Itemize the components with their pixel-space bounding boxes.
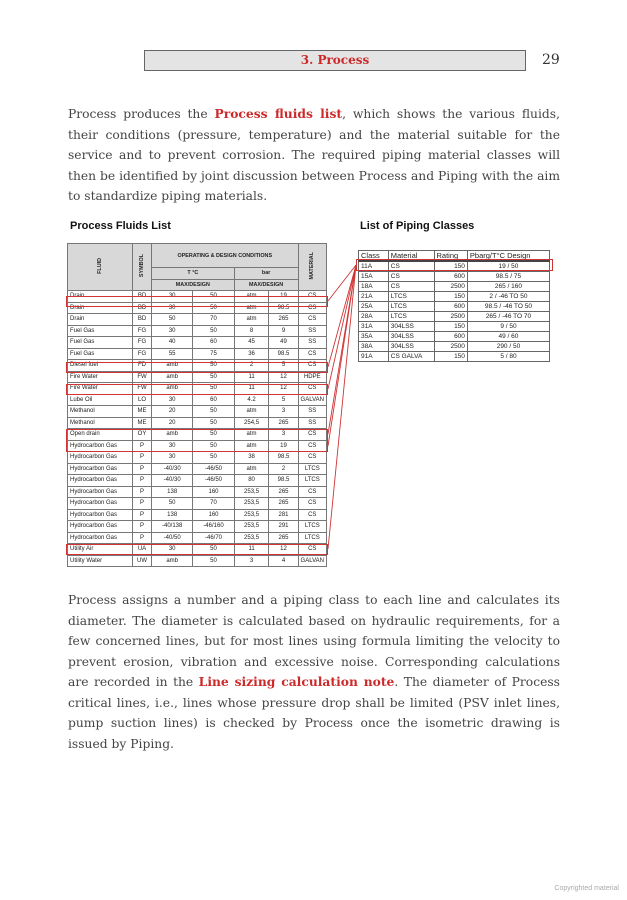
fluid-cell: atm [234, 302, 269, 314]
fluid-cell: amb [152, 555, 193, 567]
fluid-cell: atm [234, 314, 269, 326]
fluid-cell: 30 [152, 291, 193, 303]
fluid-cell: P [133, 486, 152, 498]
fluid-cell: 3 [269, 429, 298, 441]
fluid-cell: 30 [152, 394, 193, 406]
fluid-cell: 11 [234, 544, 269, 556]
fluid-cell: CS [298, 429, 326, 441]
pressure-header: bar [234, 268, 298, 280]
fluid-cell: SS [298, 337, 326, 349]
connector-opendrain-2 [328, 265, 356, 446]
fluid-cell: 2 [269, 463, 298, 475]
page-number: 29 [542, 52, 560, 68]
intro-text-end: , which shows the various fluids, their conditions (pressure, temperature) and the material suitable for the service and to prevent corrosion. The required piping material classes will then be identified by joint discussion between Process and Piping with the aim to standardize piping materials. [68, 107, 560, 203]
class-cell: LTCS [388, 292, 434, 302]
class-cell: 15A [359, 272, 389, 282]
fluid-cell: -46/160 [193, 521, 234, 533]
fluid-cell: Fuel Gas [68, 337, 133, 349]
fluid-cell: 50 [152, 498, 193, 510]
fluid-cell: 5 [269, 394, 298, 406]
class-cell: 150 [434, 261, 467, 272]
fluid-cell: 12 [269, 544, 298, 556]
class-cell: 290 / 50 [467, 342, 549, 352]
fluid-cell: Hydrocarbon Gas [68, 498, 133, 510]
class-cell: 98.5 / -46 TO 50 [467, 302, 549, 312]
fluid-cell: 20 [152, 406, 193, 418]
fluid-cell: -40/138 [152, 521, 193, 533]
fluid-cell: CS [298, 452, 326, 464]
fluid-cell: CS [298, 486, 326, 498]
fluid-cell: Hydrocarbon Gas [68, 440, 133, 452]
fluid-cell: P [133, 509, 152, 521]
class-cell: 600 [434, 332, 467, 342]
fluid-cell: 253,5 [234, 521, 269, 533]
fluid-cell: 45 [234, 337, 269, 349]
fluid-cell: LTCS [298, 532, 326, 544]
fluid-cell: 50 [193, 544, 234, 556]
class-cell: 2500 [434, 282, 467, 292]
body-text-start: Process assigns a number and a piping class to each line and calculates its diameter. The diameter is calculated based on hydraulic requirements, for a few concerned lines, but for most lines using formula limiting the velocity to prevent erosion, vibration and excessive noise. Corresponding calculations are recorded in the [68, 593, 560, 689]
fluid-cell: FG [133, 325, 152, 337]
fluid-cell: LTCS [298, 463, 326, 475]
fluid-cell: 50 [193, 360, 234, 372]
fluid-cell: atm [234, 291, 269, 303]
fluid-cell: 160 [193, 486, 234, 498]
fluid-cell: 55 [152, 348, 193, 360]
fluid-cell: 265 [269, 498, 298, 510]
class-cell: CS [388, 261, 434, 272]
class-cell: CS [388, 272, 434, 282]
fluid-cell: 265 [269, 417, 298, 429]
class-cell: 18A [359, 282, 389, 292]
fluid-cell: Fuel Gas [68, 325, 133, 337]
fluid-cell: Hydrocarbon Gas [68, 463, 133, 475]
fluid-cell: amb [152, 383, 193, 395]
fluid-cell: Drain [68, 291, 133, 303]
fluid-cell: Hydrocarbon Gas [68, 486, 133, 498]
fluid-cell: 12 [269, 371, 298, 383]
fluid-cell: CS [298, 383, 326, 395]
rating-header: Rating [434, 251, 467, 262]
fluid-cell: 50 [193, 371, 234, 383]
fluid-cell: 30 [152, 325, 193, 337]
fluid-cell: Hydrocarbon Gas [68, 475, 133, 487]
class-cell: LTCS [388, 302, 434, 312]
fluid-cell: 50 [193, 417, 234, 429]
class-cell: 150 [434, 352, 467, 362]
fluid-cell: Methanol [68, 417, 133, 429]
fluid-cell: P [133, 498, 152, 510]
temperature-header: T °C [152, 268, 235, 280]
fluid-cell: SS [298, 325, 326, 337]
class-cell: 265 / -46 TO 70 [467, 312, 549, 322]
fluid-cell: P [133, 440, 152, 452]
material-col-header: Material [388, 251, 434, 262]
fluid-cell: FW [133, 371, 152, 383]
class-cell: 28A [359, 312, 389, 322]
fluid-cell: atm [234, 440, 269, 452]
fluid-cell: -40/30 [152, 463, 193, 475]
fluid-cell: GALVAN [298, 394, 326, 406]
fluid-cell: ME [133, 417, 152, 429]
fluid-cell: Fire Water [68, 383, 133, 395]
fluid-cell: -40/50 [152, 532, 193, 544]
class-cell: 600 [434, 302, 467, 312]
fluid-cell: 30 [152, 302, 193, 314]
intro-text-start: Process produces the [68, 107, 215, 121]
line-sizing-note-term: Line sizing calculation note [198, 674, 395, 689]
fluid-cell: 40 [152, 337, 193, 349]
fluid-cell: 138 [152, 486, 193, 498]
class-cell: 304LSS [388, 322, 434, 332]
class-cell: 11A [359, 261, 389, 272]
fluid-cell: 253,5 [234, 486, 269, 498]
fluid-cell: 30 [152, 452, 193, 464]
fluid-cell: Diesel fuel [68, 360, 133, 372]
class-cell: 49 / 60 [467, 332, 549, 342]
fluid-cell: SS [298, 406, 326, 418]
fluid-cell: BD [133, 302, 152, 314]
fluid-cell: P [133, 475, 152, 487]
fluid-cell: 50 [193, 406, 234, 418]
fluid-cell: 98.5 [269, 452, 298, 464]
class-cell: 150 [434, 292, 467, 302]
fluid-cell: 50 [193, 291, 234, 303]
class-cell: 38A [359, 342, 389, 352]
class-cell: 35A [359, 332, 389, 342]
fluid-cell: amb [152, 360, 193, 372]
fluid-cell: atm [234, 406, 269, 418]
fluid-cell: 38 [234, 452, 269, 464]
fluid-cell: 19 [269, 291, 298, 303]
fluid-cell: 50 [193, 452, 234, 464]
fluid-cell: Hydrocarbon Gas [68, 521, 133, 533]
fluid-cell: 50 [193, 302, 234, 314]
fluid-cell: Drain [68, 302, 133, 314]
fluid-cell: 70 [193, 314, 234, 326]
material-header: MATERIAL [298, 244, 326, 291]
class-cell: 265 / 160 [467, 282, 549, 292]
fluid-cell: Utility Air [68, 544, 133, 556]
class-cell: 31A [359, 322, 389, 332]
operating-conditions-header: OPERATING & DESIGN CONDITIONS [152, 244, 299, 268]
fluid-cell: CS [298, 360, 326, 372]
fluid-cell: amb [152, 429, 193, 441]
fluid-cell: 291 [269, 521, 298, 533]
fluid-cell: 265 [269, 486, 298, 498]
fluid-cell: amb [152, 371, 193, 383]
process-fluids-list-term: Process fluids list [214, 106, 343, 121]
fluid-cell: OY [133, 429, 152, 441]
fluid-cell: Methanol [68, 406, 133, 418]
fluid-cell: HDPE [298, 371, 326, 383]
class-cell: 304LSS [388, 332, 434, 342]
class-cell: LTCS [388, 312, 434, 322]
fluid-cell: 9 [269, 325, 298, 337]
fluid-cell: 3 [234, 555, 269, 567]
fluid-cell: LTCS [298, 521, 326, 533]
fluid-cell: 12 [269, 383, 298, 395]
fluid-cell: 253,5 [234, 498, 269, 510]
fluid-cell: 11 [234, 371, 269, 383]
class-cell: 5 / 80 [467, 352, 549, 362]
fluid-cell: 50 [152, 314, 193, 326]
fluid-cell: 4.2 [234, 394, 269, 406]
class-header: Class [359, 251, 389, 262]
fluid-cell: 50 [193, 325, 234, 337]
fluid-cell: Fuel Gas [68, 348, 133, 360]
fluid-cell: FG [133, 337, 152, 349]
fluid-cell: Open drain [68, 429, 133, 441]
design-header: Pbarg/T°C Design [467, 251, 549, 262]
fluid-cell: -40/30 [152, 475, 193, 487]
fluid-cell: LO [133, 394, 152, 406]
fluid-cell: 36 [234, 348, 269, 360]
fluid-cell: Hydrocarbon Gas [68, 532, 133, 544]
fluid-cell: Lube Oil [68, 394, 133, 406]
fluid-cell: FD [133, 360, 152, 372]
class-cell: CS GALVA [388, 352, 434, 362]
fluid-cell: atm [234, 463, 269, 475]
fluid-cell: 4 [269, 555, 298, 567]
class-cell: 9 / 50 [467, 322, 549, 332]
class-cell: 304LSS [388, 342, 434, 352]
fluid-cell: 3 [269, 406, 298, 418]
fluid-cell: BD [133, 314, 152, 326]
pressure-max-design-header: MAX/DESIGN [234, 279, 298, 291]
fluid-cell: P [133, 463, 152, 475]
fluid-cell: 60 [193, 394, 234, 406]
fluid-cell: atm [234, 429, 269, 441]
fluid-cell: UA [133, 544, 152, 556]
fluid-cell: 281 [269, 509, 298, 521]
fluid-cell: 20 [152, 417, 193, 429]
temp-max-design-header: MAX/DESIGN [152, 279, 235, 291]
fluid-cell: 30 [152, 440, 193, 452]
fluid-cell: 8 [234, 325, 269, 337]
class-cell: 91A [359, 352, 389, 362]
fluid-cell: 50 [193, 383, 234, 395]
fluid-cell: CS [298, 302, 326, 314]
fluid-cell: 75 [193, 348, 234, 360]
fluid-cell: CS [298, 314, 326, 326]
fluid-cell: 50 [193, 555, 234, 567]
fluid-cell: Fire Water [68, 371, 133, 383]
fluid-cell: -46/50 [193, 475, 234, 487]
class-cell: 2500 [434, 342, 467, 352]
class-cell: 21A [359, 292, 389, 302]
fluid-cell: 138 [152, 509, 193, 521]
fluid-cell: 98.5 [269, 475, 298, 487]
fluid-cell: LTCS [298, 475, 326, 487]
fluid-cell: 265 [269, 532, 298, 544]
fluid-cell: BD [133, 291, 152, 303]
fluid-cell: 49 [269, 337, 298, 349]
fluid-cell: P [133, 521, 152, 533]
class-cell: 98.5 / 75 [467, 272, 549, 282]
fluid-cell: CS [298, 291, 326, 303]
fluid-cell: 19 [269, 440, 298, 452]
chapter-title: 3. Process [300, 53, 370, 67]
class-cell: 25A [359, 302, 389, 312]
class-cell: CS [388, 282, 434, 292]
fluid-cell: 98.5 [269, 302, 298, 314]
fluid-cell: 50 [193, 429, 234, 441]
fluid-cell: P [133, 532, 152, 544]
fluid-cell: 254,5 [234, 417, 269, 429]
fluid-header: FLUID [68, 244, 133, 291]
fluid-cell: Drain [68, 314, 133, 326]
fluid-cell: 253,5 [234, 532, 269, 544]
fluid-cell: UW [133, 555, 152, 567]
classes-table-title: List of Piping Classes [360, 220, 475, 232]
fluid-cell: FG [133, 348, 152, 360]
fluid-cell: Hydrocarbon Gas [68, 452, 133, 464]
fluid-cell: SS [298, 417, 326, 429]
fluid-cell: CS [298, 348, 326, 360]
fluid-cell: 2 [234, 360, 269, 372]
body-paragraph [68, 590, 560, 754]
fluids-table-title: Process Fluids List [70, 220, 171, 232]
fluid-cell: 70 [193, 498, 234, 510]
class-cell: 19 / 50 [467, 261, 549, 272]
body-text-end: . The diameter of Process critical lines, i.e., lines whose pressure drop shall be limited (PSV inlet lines, pump suction lines) is checked by Process once the isometric drawing is issued by Piping. [68, 675, 560, 751]
symbol-header: SYMBOL [133, 244, 152, 291]
class-cell: 2500 [434, 312, 467, 322]
class-cell: 150 [434, 322, 467, 332]
fluid-cell: -46/50 [193, 463, 234, 475]
fluid-cell: 98.5 [269, 348, 298, 360]
fluid-cell: P [133, 452, 152, 464]
fluid-cell: CS [298, 544, 326, 556]
fluid-cell: 265 [269, 314, 298, 326]
fluid-cell: Hydrocarbon Gas [68, 509, 133, 521]
fluid-cell: ME [133, 406, 152, 418]
fluid-cell: 60 [193, 337, 234, 349]
fluid-cell: Utility Water [68, 555, 133, 567]
fluid-cell: FW [133, 383, 152, 395]
class-cell: 600 [434, 272, 467, 282]
fluid-cell: CS [298, 498, 326, 510]
fluid-cell: CS [298, 440, 326, 452]
fluid-cell: 80 [234, 475, 269, 487]
fluid-cell: 11 [234, 383, 269, 395]
copyright-notice: Copyrighted material [554, 885, 619, 892]
fluid-cell: 160 [193, 509, 234, 521]
fluid-cell: CS [298, 509, 326, 521]
fluid-cell: -46/70 [193, 532, 234, 544]
fluid-cell: 253,5 [234, 509, 269, 521]
fluid-cell: GALVAN [298, 555, 326, 567]
class-cell: 2 / -46 TO 50 [467, 292, 549, 302]
fluid-cell: 5 [269, 360, 298, 372]
fluid-cell: 50 [193, 440, 234, 452]
fluid-cell: 30 [152, 544, 193, 556]
